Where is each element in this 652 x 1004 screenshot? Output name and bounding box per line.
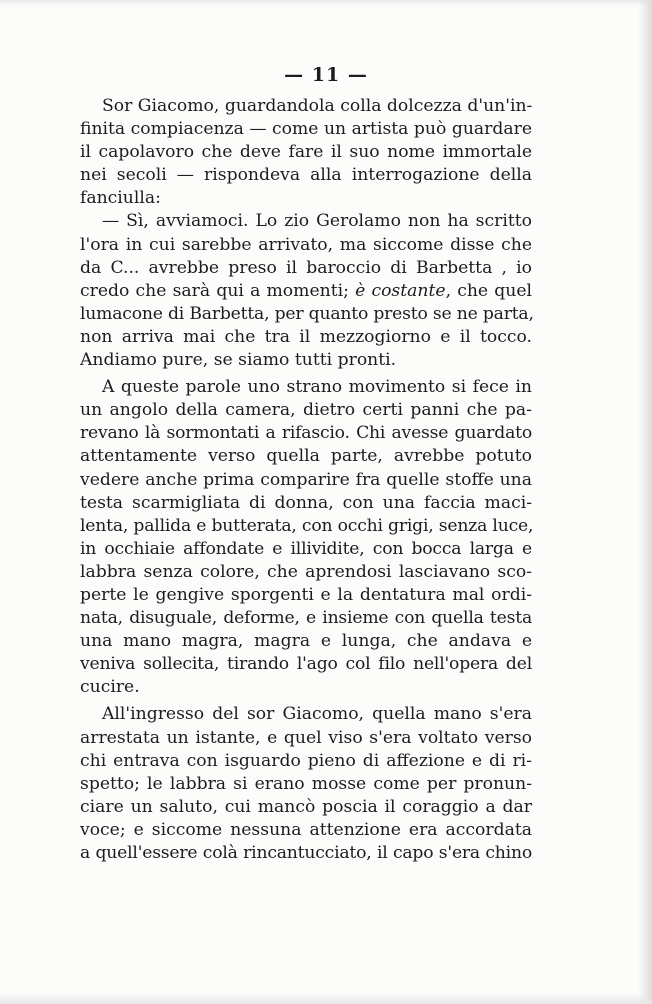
page-right-shadow bbox=[638, 0, 652, 1004]
text-line: lumacone di Barbetta, per quanto presto se ne parta, bbox=[80, 303, 534, 324]
text-line: lenta, pallida e butterata, con occhi grigi, senza luce, bbox=[80, 515, 534, 536]
page-bottom-shadow bbox=[0, 994, 652, 1004]
text-line: da C... avrebbe preso il baroccio di Barbetta , io bbox=[80, 257, 532, 278]
text-line: testa scarmigliata di donna, con una faccia maci- bbox=[80, 492, 532, 513]
text-line: chi entrava con isguardo pieno di affezione e di ri- bbox=[80, 750, 532, 771]
text-line: in occhiaie affondate e illividite, con bocca larga e bbox=[80, 538, 532, 559]
text-line: fanciulla: bbox=[80, 188, 161, 209]
text-line: l'ora in cui sarebbe arrivato, ma siccome disse che bbox=[80, 234, 532, 255]
text-line: credo che sarà qui a momenti; è costante, che quel bbox=[80, 280, 533, 301]
paragraph bbox=[80, 210, 532, 372]
text-line: a quell'essere colà rincantucciato, il capo s'era chino bbox=[80, 843, 532, 863]
text-line: Andiamo pure, se siamo tutti pronti. bbox=[80, 350, 397, 371]
text-line: non arriva mai che tra il mezzogiorno e il tocco. bbox=[80, 326, 532, 347]
paragraph bbox=[80, 95, 532, 210]
paragraph bbox=[80, 376, 532, 699]
text-line: un angolo della camera, dietro certi panni che pa- bbox=[80, 400, 532, 421]
body-text bbox=[80, 95, 532, 865]
text-line: All'ingresso del sor Giacomo, quella mano s'era bbox=[102, 704, 532, 725]
text-line: arrestata un istante, e quel viso s'era voltato verso bbox=[80, 727, 532, 748]
text-line: A queste parole uno strano movimento si fece in bbox=[102, 377, 532, 398]
text-line: perte le gengive sporgenti e la dentatura mal ordi- bbox=[80, 584, 532, 605]
text-line: attentamente verso quella parte, avrebbe potuto bbox=[80, 446, 532, 467]
text-line: ciare un saluto, cui mancò poscia il coraggio a dar bbox=[80, 796, 532, 817]
text-line: cucire. bbox=[80, 677, 140, 698]
text-line: una mano magra, magra e lunga, che andava e bbox=[80, 631, 532, 652]
text-line: Sor Giacomo, guardandola colla dolcezza d'un'in- bbox=[102, 96, 533, 116]
text-line: spetto; le labbra si erano mosse come per pronun- bbox=[80, 773, 532, 794]
page-top-shadow bbox=[0, 0, 652, 6]
text-line: labbra senza colore, che aprendosi lasciavano sco- bbox=[80, 561, 532, 582]
text-line: finita compiacenza — come un artista può guardare bbox=[80, 119, 532, 140]
text-line: vedere anche prima comparire fra quelle stoffe una bbox=[80, 469, 532, 490]
text-line: — Sì, avviamoci. Lo zio Gerolamo non ha scritto bbox=[102, 211, 532, 232]
text-line: revano là sormontati a rifascio. Chi avesse guardato bbox=[80, 423, 532, 444]
paragraph bbox=[80, 703, 532, 865]
text-line: il capolavoro che deve fare il suo nome immortale bbox=[80, 142, 532, 163]
text-line: voce; e siccome nessuna attenzione era accordata bbox=[80, 819, 532, 840]
page-number: — 11 — bbox=[284, 64, 368, 86]
text-line: veniva sollecita, tirando l'ago col filo nell'opera del bbox=[80, 654, 532, 675]
text-line: nei secoli — rispondeva alla interrogazione della bbox=[80, 165, 532, 186]
text-line: nata, disuguale, deforme, e insieme con quella testa bbox=[80, 608, 532, 629]
emphasized-text: è costante bbox=[355, 280, 446, 301]
